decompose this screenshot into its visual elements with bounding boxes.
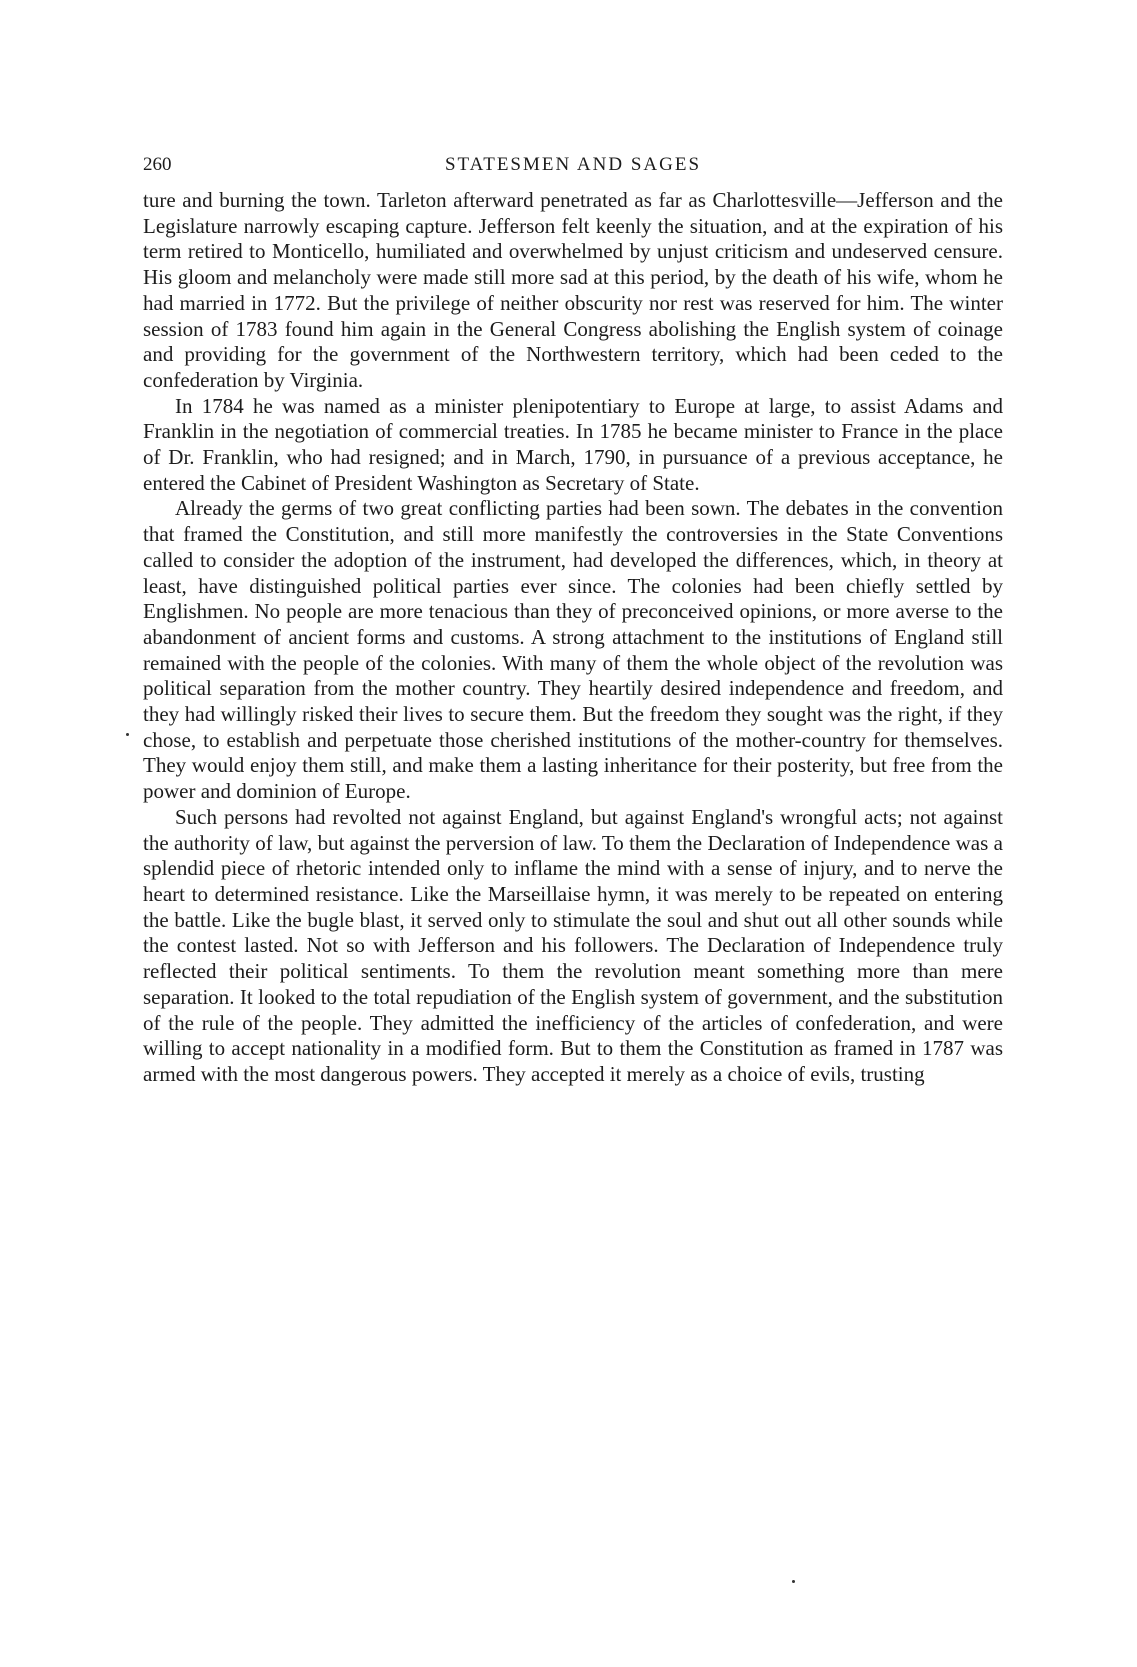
running-head [143, 150, 1003, 180]
page-number: 260 [143, 154, 172, 175]
scan-speck [126, 733, 129, 736]
paragraph: Such persons had revolted not against England, but against England's wrongful acts; not against the authority of law, but against the perversion of law. To them the Declaration of Independence was a splendid piece of rhetoric intended only to inflame the mind with a sense of injury, and to nerve the heart to determined resistance. Like the Marseillaise hymn, it was merely to be repeated on entering the battle. Like the bugle blast, it served only to stimulate the soul and shut out all other sounds while the contest lasted. Not so with Jefferson and his followers. The Declaration of Independence truly reflected their political sentiments. To them the revolution meant something more than mere separation. It looked to the total repudiation of the English system of government, and the substitution of the rule of the people. They admitted the inefficiency of the articles of confederation, and were willing to accept nationality in a modified form. But to them the Constitution as framed in 1787 was armed with the most dangerous powers. They accepted it merely as a choice of evils, trusting [143, 804, 1003, 1086]
paragraph-continuation: ture and burning the town. Tarleton afterward penetrated as far as Charlottesville—Jefferson and the Legislature narrowly escaping capture. Jefferson felt keenly the situation, and at the expiration of his term retired to Monticello, humiliated and overwhelmed by unjust criticism and undeserved censure. His gloom and melancholy were made still more sad at this period, by the death of his wife, whom he had married in 1772. But the privilege of neither obscurity nor rest was reserved for him. The winter session of 1783 found him again in the General Congress abolishing the English system of coinage and providing for the government of the Northwestern territory, which had been ceded to the confederation by Virginia. [143, 188, 1003, 392]
paragraph: Already the germs of two great conflicting parties had been sown. The debates in the convention that framed the Constitution, and still more manifestly the controversies in the State Conventions called to consider the adoption of the instrument, had developed the differences, which, in theory at least, have distinguished political parties ever since. The colonies had been chiefly settled by Englishmen. No people are more tenacious than they of preconceived opinions, or more averse to the abandonment of ancient forms and customs. A strong attachment to the institutions of England still remained with the people of the colonies. With many of them the whole object of the revolution was political separation from the mother country. They heartily desired independence and freedom, and they had willingly risked their lives to secure them. But the freedom they sought was the right, if they chose, to establish and perpetuate those cherished institutions of the mother-country for themselves. They would enjoy them still, and make them a lasting inheritance for their posterity, but free from the power and dominion of Europe. [143, 496, 1003, 804]
body-text [143, 188, 1003, 1088]
book-page [143, 150, 1003, 1088]
paragraph: In 1784 he was named as a minister plenipotentiary to Europe at large, to assist Adams and Franklin in the negotiation of commercial treaties. In 1785 he became minister to France in the place of Dr. Franklin, who had resigned; and in March, 1790, in pursuance of a previous acceptance, he entered the Cabinet of President Washington as Secretary of State. [143, 393, 1003, 495]
scan-speck [792, 1580, 795, 1583]
running-title: STATESMEN AND SAGES [444, 154, 702, 175]
